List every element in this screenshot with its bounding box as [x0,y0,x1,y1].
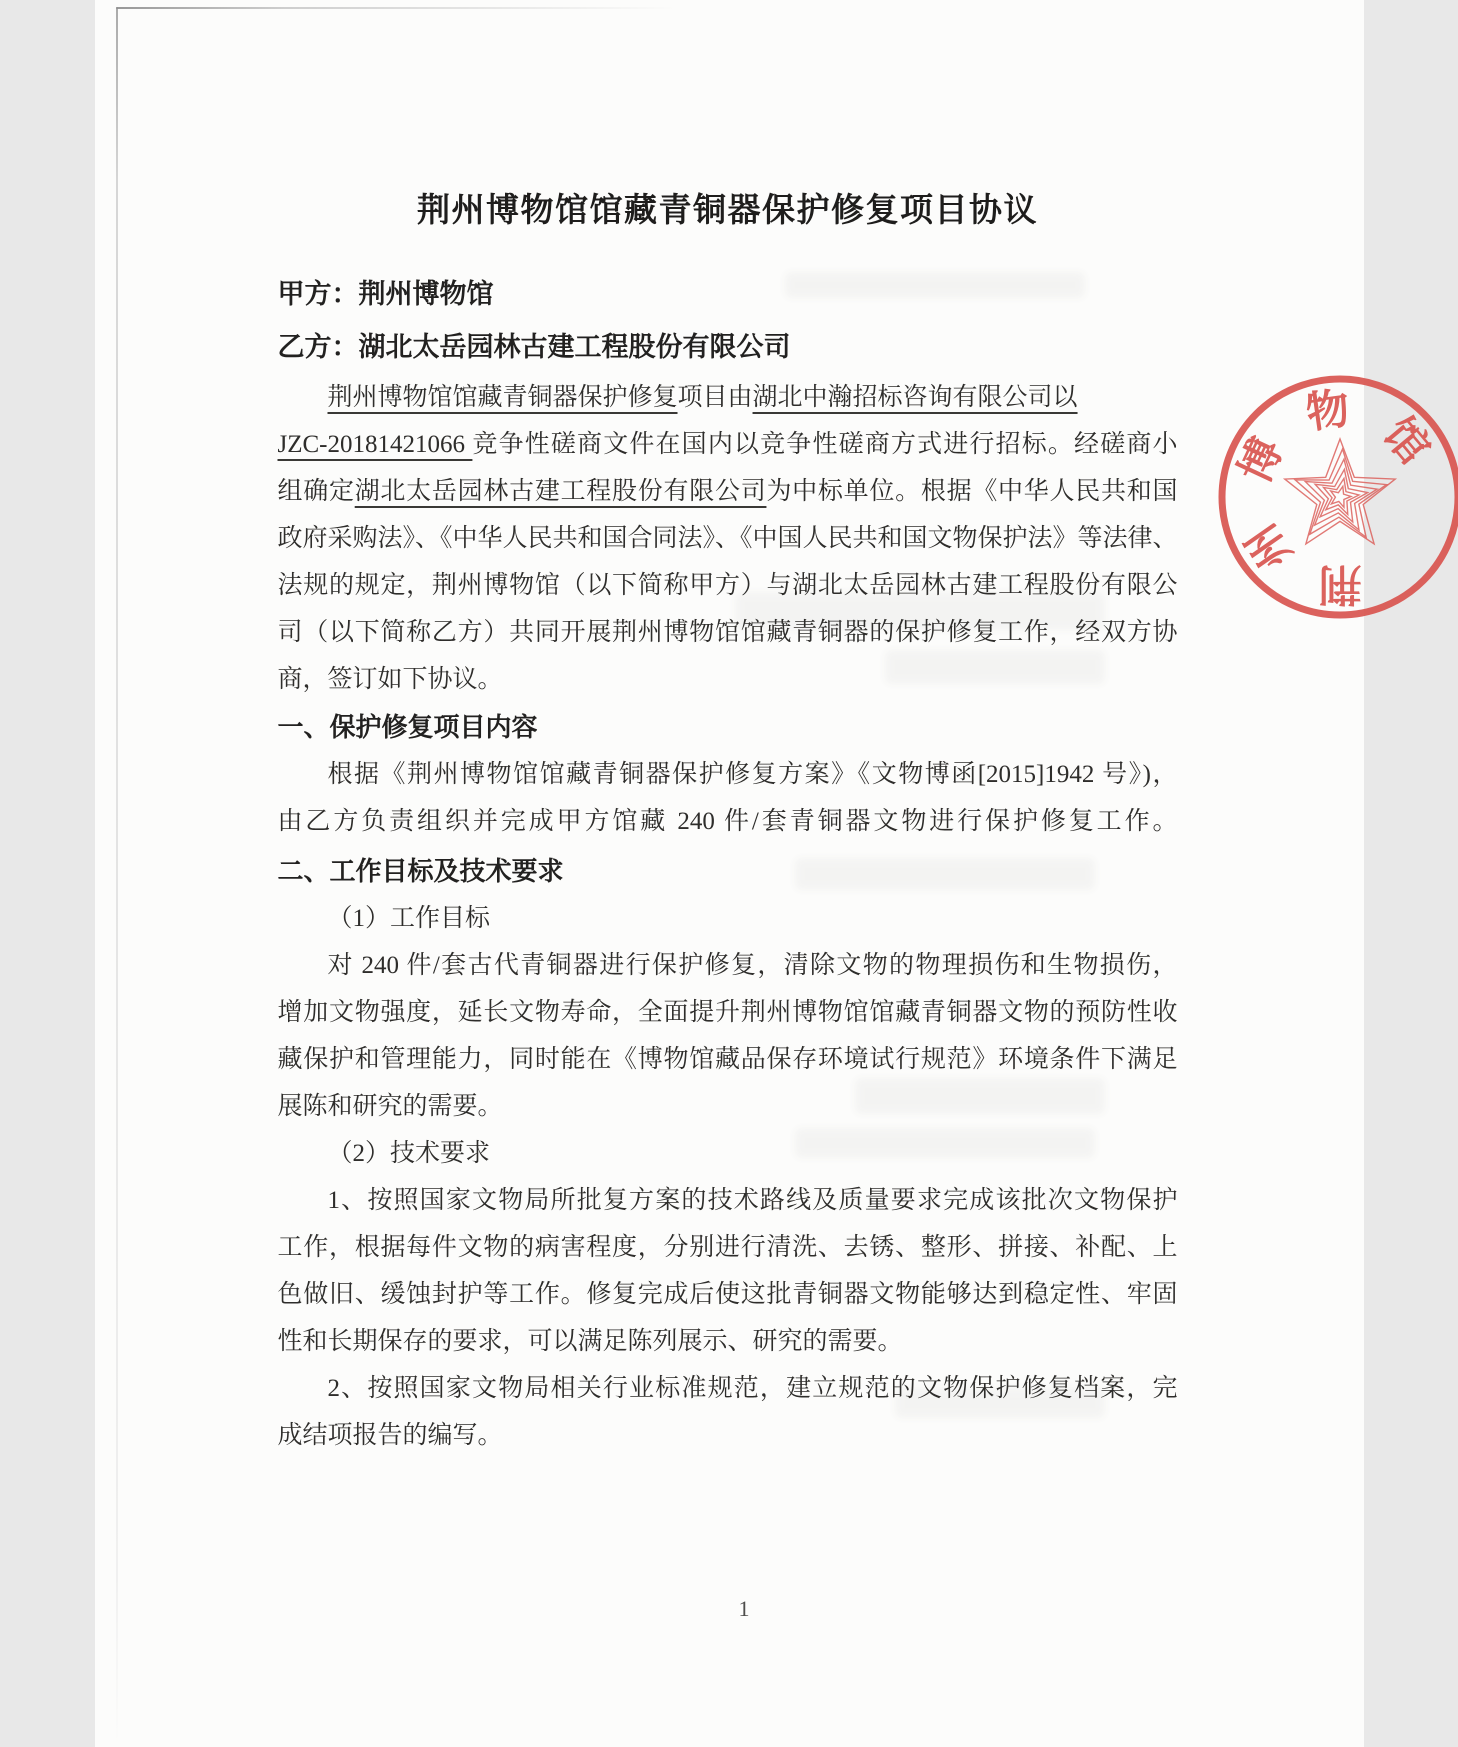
doc-line [278,1036,1178,1083]
page-number: 1 [738,1596,750,1621]
doc-line [278,1177,1178,1224]
text-segment: 二、工作目标及技术要求 [277,856,564,886]
text-segment: 法规的规定，荆州博物馆（以下简称甲方）与湖北太岳园林古建工程股份有限公 [277,572,1178,599]
doc-line [278,798,1178,845]
text-segment: 1、按照国家文物局所批复方案的技术路线及质量要求完成该批次文物保护 [327,1187,1178,1214]
text-segment: 竞争性磋商文件在国内以竞争性磋商方式进行招标。经磋商小 [472,431,1178,458]
doc-line [278,1412,1178,1459]
text-segment: 成结项报告的编写。 [277,1422,503,1449]
text-segment: 色做旧、缓蚀封护等工作。修复完成后使这批青铜器文物能够达到稳定性、牢固 [277,1281,1178,1308]
doc-line [278,562,1178,609]
doc-line [278,751,1178,798]
text-segment: 商，签订如下协议。 [277,666,503,693]
text-segment: 2、按照国家文物局相关行业标准规范，建立规范的文物保护修复档案，完 [327,1375,1178,1402]
document-title: 荆州博物馆馆藏青铜器保护修复项目协议 [417,191,1038,228]
section-heading [278,848,1178,895]
doc-line [278,656,1178,703]
text-segment: 根据《荆州博物馆馆藏青铜器保护修复方案》《文物博函[2015]1942 号》)， [327,761,1178,788]
seal-character: 州 [1237,515,1301,578]
doc-line [278,1130,1178,1177]
seal-character: 荆 [1318,559,1361,607]
section-heading [278,704,1178,751]
doc-line [278,468,1178,515]
doc-line [278,989,1178,1036]
text-segment: 展陈和研究的需要。 [277,1093,503,1120]
party-a-line: 甲方：荆州博物馆 [277,279,494,309]
text-segment: 增加文物强度，延长文物寿命，全面提升荆州博物馆馆藏青铜器文物的预防性收 [277,999,1178,1026]
doc-line [278,1318,1178,1365]
text-segment: 藏保护和管理能力，同时能在《博物馆藏品保存环境试行规范》环境条件下满足 [277,1046,1178,1073]
document-body [278,374,1178,1459]
document-content [278,0,1178,1459]
text-segment: 一、保护修复项目内容 [277,712,538,742]
doc-line [278,895,1178,942]
underlined-text: JZC-20181421066 [277,431,473,458]
seal-star [1284,439,1394,544]
scan-page-edge-left [116,7,118,1747]
text-segment: 司（以下简称乙方）共同开展荆州博物馆馆藏青铜器的保护修复工作，经双方协 [277,619,1178,646]
text-segment: 政府采购法》、《中华人民共和国合同法》、《中国人民共和国文物保护法》等法律、 [277,525,1178,552]
text-segment: 为中标单位。根据《中华人民共和国 [766,478,1178,505]
doc-line [278,515,1178,562]
text-segment: 组确定 [277,478,355,505]
text-segment: （1）工作目标 [327,905,491,932]
doc-line [278,942,1178,989]
underlined-text: 荆州博物馆馆藏青铜器保护修复 [327,384,678,411]
text-segment: 工作，根据每件文物的病害程度，分别进行清洗、去锈、整形、拼接、补配、上 [277,1234,1178,1261]
doc-line [278,1271,1178,1318]
scanned-document-page [95,0,1438,1747]
underlined-text: 湖北太岳园林古建工程股份有限公司 [354,478,767,505]
text-segment: （2）技术要求 [327,1140,491,1167]
doc-line [278,1083,1178,1130]
doc-line [278,609,1178,656]
party-b-line: 乙方：湖北太岳园林古建工程股份有限公司 [277,332,791,362]
doc-line [278,1365,1178,1412]
doc-line [278,421,1178,468]
text-segment: 对 240 件/套古代青铜器进行保护修复，清除文物的物理损伤和生物损伤， [327,952,1178,979]
official-seal-stamp [1190,347,1458,647]
seal-character: 馆 [1373,410,1438,474]
parties-block [278,268,1178,374]
text-segment: 性和长期保存的要求，可以满足陈列展示、研究的需要。 [277,1328,903,1355]
seal-character: 博 [1231,431,1292,491]
seal-character: 物 [1302,385,1353,439]
doc-line [278,374,1178,421]
underlined-text: 湖北中瀚招标咨询有限公司以 [752,384,1078,411]
doc-line [278,1224,1178,1271]
text-segment: 项目由 [677,384,753,411]
text-segment: 由乙方负责组织并完成甲方馆藏 240 件/套青铜器文物进行保护修复工作。 [277,808,1178,835]
